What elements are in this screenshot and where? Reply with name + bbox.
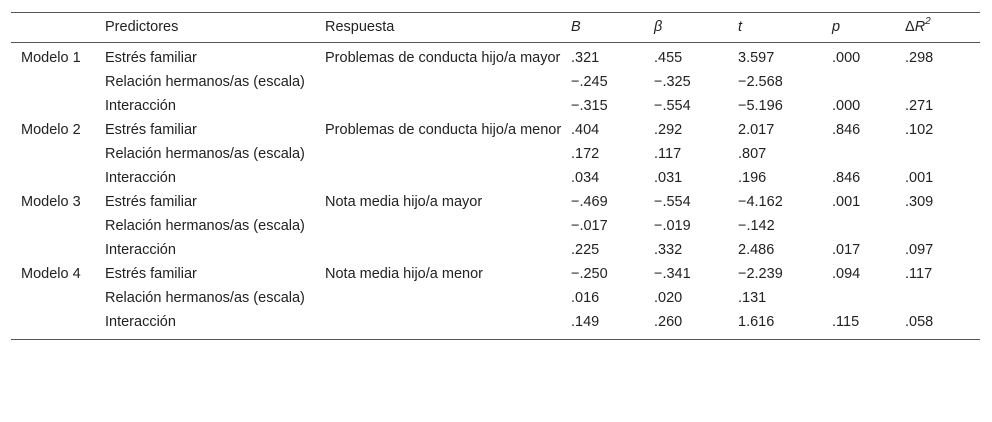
header-beta: β	[654, 13, 738, 43]
cell-t: .807	[738, 146, 767, 162]
cell-model	[11, 238, 105, 262]
cell-predictor: Estrés familiar	[105, 122, 197, 138]
table-row	[11, 94, 980, 118]
cell-p	[832, 142, 905, 166]
cell-b: .016	[571, 290, 600, 306]
cell-p	[832, 70, 905, 94]
delta-symbol: Δ	[905, 19, 915, 35]
cell-model: Modelo 1	[21, 50, 81, 66]
cell-predictor: Interacción	[105, 242, 176, 258]
cell-t: 2.017	[738, 122, 775, 138]
header-delta-r2	[905, 13, 980, 43]
cell-response: Problemas de conducta hijo/a mayor	[325, 50, 561, 66]
cell-beta: .260	[654, 314, 683, 330]
cell-delta-r2: .097	[905, 242, 934, 258]
table-row	[11, 286, 980, 310]
cell-t: −5.196	[738, 98, 783, 114]
cell-t: 1.616	[738, 314, 775, 330]
cell-delta-r2: .117	[905, 266, 933, 282]
cell-model	[11, 286, 105, 310]
cell-predictor: Estrés familiar	[105, 194, 197, 210]
table-row	[11, 310, 980, 340]
table-header	[11, 13, 980, 43]
cell-beta: .292	[654, 122, 683, 138]
cell-model	[11, 214, 105, 238]
cell-p	[832, 214, 905, 238]
cell-predictor: Estrés familiar	[105, 50, 197, 66]
cell-t: 2.486	[738, 242, 775, 258]
cell-predictor: Relación hermanos/as (escala)	[105, 218, 305, 234]
cell-delta-r2: .058	[905, 314, 934, 330]
cell-beta: .031	[654, 170, 683, 186]
table-row	[11, 142, 980, 166]
table-row	[11, 43, 980, 71]
cell-model	[11, 310, 105, 340]
table-row	[11, 166, 980, 190]
cell-model: Modelo 2	[21, 122, 81, 138]
cell-predictor: Estrés familiar	[105, 266, 197, 282]
cell-b: .149	[571, 314, 600, 330]
cell-model	[11, 70, 105, 94]
header-response: Respuesta	[325, 13, 571, 43]
cell-model: Modelo 4	[21, 266, 81, 282]
cell-p: .094	[832, 266, 861, 282]
cell-t: −2.239	[738, 266, 783, 282]
cell-delta-r2	[905, 142, 980, 166]
cell-beta: −.019	[654, 218, 691, 234]
cell-response	[325, 238, 571, 262]
cell-response	[325, 94, 571, 118]
cell-response: Nota media hijo/a menor	[325, 266, 483, 282]
cell-predictor: Relación hermanos/as (escala)	[105, 290, 305, 306]
cell-delta-r2	[905, 286, 980, 310]
cell-delta-r2: .001	[905, 170, 934, 186]
cell-p: .115	[832, 314, 860, 330]
cell-beta: −.341	[654, 266, 691, 282]
cell-b: .034	[571, 170, 600, 186]
header-model	[11, 13, 105, 43]
cell-p: .017	[832, 242, 861, 258]
cell-predictor: Interacción	[105, 314, 176, 330]
cell-beta: −.554	[654, 98, 691, 114]
cell-b: .404	[571, 122, 600, 138]
cell-response: Problemas de conducta hijo/a menor	[325, 122, 562, 138]
cell-model	[11, 142, 105, 166]
cell-b: −.245	[571, 74, 608, 90]
cell-model	[11, 94, 105, 118]
cell-response	[325, 214, 571, 238]
cell-b: −.469	[571, 194, 608, 210]
header-b: B	[571, 13, 654, 43]
cell-response	[325, 310, 571, 340]
cell-response: Nota media hijo/a mayor	[325, 194, 483, 210]
cell-p: .001	[832, 194, 861, 210]
cell-t: −2.568	[738, 74, 783, 90]
cell-delta-r2: .309	[905, 194, 934, 210]
r2-superscript: 2	[925, 16, 931, 28]
cell-t: 3.597	[738, 50, 775, 66]
cell-beta: −.325	[654, 74, 691, 90]
cell-response	[325, 142, 571, 166]
cell-model	[11, 166, 105, 190]
table-body	[11, 43, 980, 340]
cell-response	[325, 70, 571, 94]
cell-b: .172	[571, 146, 600, 162]
cell-b: .225	[571, 242, 600, 258]
cell-predictor: Relación hermanos/as (escala)	[105, 146, 305, 162]
cell-response	[325, 166, 571, 190]
cell-predictor: Interacción	[105, 170, 176, 186]
cell-t: .131	[738, 290, 767, 306]
cell-p	[832, 286, 905, 310]
header-p: p	[832, 13, 905, 43]
cell-b: −.315	[571, 98, 608, 114]
cell-delta-r2: .298	[905, 50, 934, 66]
header-row	[11, 13, 980, 43]
cell-delta-r2	[905, 70, 980, 94]
cell-b: .321	[571, 50, 600, 66]
cell-p: .000	[832, 50, 861, 66]
cell-beta: .332	[654, 242, 683, 258]
cell-model: Modelo 3	[21, 194, 81, 210]
cell-p: .846	[832, 122, 861, 138]
table-row	[11, 190, 980, 214]
cell-b: −.250	[571, 266, 608, 282]
cell-predictor: Interacción	[105, 98, 176, 114]
header-predictors: Predictores	[105, 13, 325, 43]
table-row	[11, 214, 980, 238]
cell-predictor: Relación hermanos/as (escala)	[105, 74, 305, 90]
cell-t: −.142	[738, 218, 775, 234]
cell-beta: .020	[654, 290, 683, 306]
regression-table	[11, 12, 980, 340]
cell-p: .000	[832, 98, 861, 114]
cell-beta: .117	[654, 146, 682, 162]
cell-p: .846	[832, 170, 861, 186]
cell-response	[325, 286, 571, 310]
r-letter: R	[914, 19, 926, 35]
table-row	[11, 262, 980, 286]
cell-b: −.017	[571, 218, 608, 234]
cell-delta-r2	[905, 214, 980, 238]
table-row	[11, 118, 980, 142]
cell-t: −4.162	[738, 194, 783, 210]
cell-beta: .455	[654, 50, 683, 66]
cell-delta-r2: .271	[905, 98, 934, 114]
table-row	[11, 70, 980, 94]
header-t: t	[738, 13, 832, 43]
cell-delta-r2: .102	[905, 122, 934, 138]
cell-t: .196	[738, 170, 767, 186]
table-row	[11, 238, 980, 262]
cell-beta: −.554	[654, 194, 691, 210]
